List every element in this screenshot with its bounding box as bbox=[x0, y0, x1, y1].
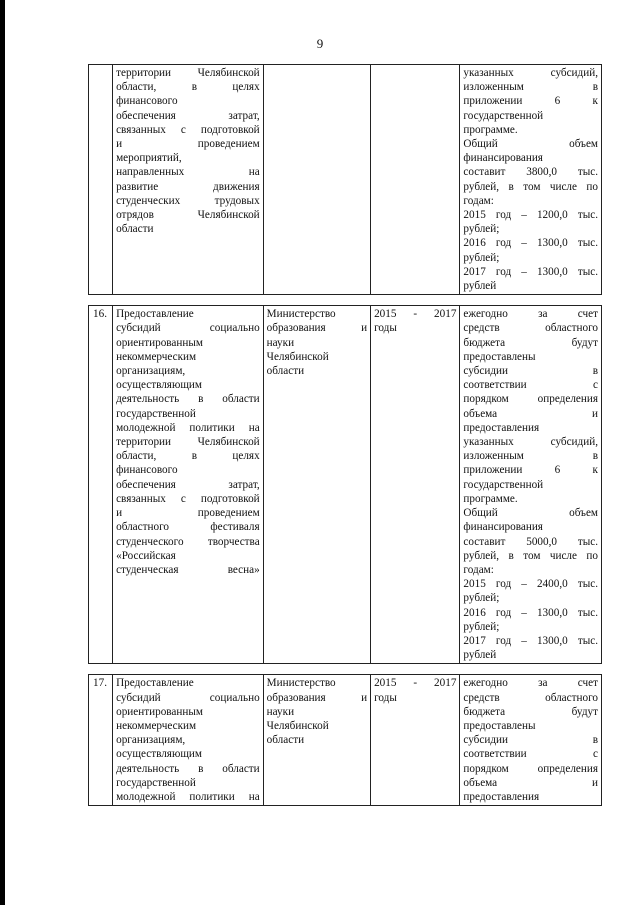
measure-name-line: субсидий социально bbox=[116, 322, 260, 335]
term-cell bbox=[371, 65, 460, 295]
table-row bbox=[89, 306, 602, 664]
expected-result-line: предоставления bbox=[463, 790, 540, 803]
term-suffix: годы bbox=[374, 322, 397, 335]
expected-result-cell bbox=[460, 675, 602, 806]
expected-result-line: 2017 год – 1300,0 тыс. bbox=[463, 265, 598, 278]
program-table-container bbox=[88, 64, 602, 806]
expected-result-line: составит 3800,0 тыс. bbox=[463, 166, 598, 179]
measure-name-line: некоммерческим bbox=[116, 350, 197, 363]
term-cell bbox=[371, 675, 460, 806]
expected-result-line: соответствии с bbox=[463, 379, 598, 392]
row-gap bbox=[89, 295, 602, 306]
expected-result-line: рублей; bbox=[463, 223, 500, 236]
executor-cell bbox=[263, 65, 370, 295]
executor-line: Челябинской bbox=[266, 350, 329, 363]
measure-name-line: государственной bbox=[116, 407, 196, 420]
expected-result-line: порядком определения bbox=[463, 762, 598, 775]
measure-name-line: и проведением bbox=[116, 507, 260, 520]
expected-result-line: приложении 6 к bbox=[463, 464, 598, 477]
measure-name-line: студенческих трудовых bbox=[116, 194, 260, 207]
term-from: 2015 bbox=[374, 677, 397, 690]
measure-name-line: и проведением bbox=[116, 138, 260, 151]
table-row bbox=[89, 65, 602, 295]
expected-result-line: изложенным в bbox=[463, 450, 598, 463]
measure-name-line: Предоставление bbox=[116, 677, 194, 690]
expected-result-line: предоставлены bbox=[463, 719, 536, 732]
measure-name-line: молодежной политики на bbox=[116, 421, 260, 434]
term-to: 2017 bbox=[434, 308, 457, 321]
expected-result-line: программе. bbox=[463, 492, 518, 505]
expected-result-line: годам: bbox=[463, 194, 494, 207]
program-table-body bbox=[89, 65, 602, 806]
measure-name-line: обеспечения затрат, bbox=[116, 478, 260, 491]
measure-name-line: области, в целях bbox=[116, 81, 260, 94]
executor-line: Министерство bbox=[266, 308, 336, 321]
measure-name-line: деятельность в области bbox=[116, 393, 260, 406]
measure-name-line: связанных с подготовкой bbox=[116, 123, 260, 136]
expected-result-line: субсидии в bbox=[463, 365, 598, 378]
expected-result-line: указанных субсидий, bbox=[463, 67, 598, 79]
measure-name-line: студенческого творчества bbox=[116, 535, 260, 548]
measure-name-line: финансового bbox=[116, 464, 178, 477]
expected-result-line: субсидии в bbox=[463, 734, 598, 747]
measure-name-line: области bbox=[116, 223, 154, 236]
expected-result-line: бюджета будут bbox=[463, 705, 598, 718]
term-suffix: годы bbox=[374, 691, 397, 704]
term-to: 2017 bbox=[434, 677, 457, 690]
term-range bbox=[374, 307, 456, 321]
expected-result-line: рублей; bbox=[463, 620, 500, 633]
measure-name-line: Предоставление bbox=[116, 308, 194, 321]
measure-name-line: финансового bbox=[116, 95, 178, 108]
measure-name-line: «Российская bbox=[116, 549, 176, 562]
scan-left-edge bbox=[0, 0, 5, 905]
row-gap-cell bbox=[89, 664, 602, 675]
expected-result-line: рублей bbox=[463, 649, 497, 662]
measure-name-cell bbox=[113, 65, 264, 295]
measure-name-line: территории Челябинской bbox=[116, 67, 260, 79]
measure-name-line: осуществляющим bbox=[116, 379, 202, 392]
expected-result-line: Общий объем bbox=[463, 507, 598, 520]
expected-result-line: ежегодно за счет bbox=[463, 677, 598, 690]
expected-result-line: финансирования bbox=[463, 152, 543, 165]
measure-name-line: отрядов Челябинской bbox=[116, 209, 260, 222]
table-row bbox=[89, 675, 602, 806]
expected-result-line: Общий объем bbox=[463, 138, 598, 151]
measure-name-line: направленных на bbox=[116, 166, 260, 179]
term-cell bbox=[371, 306, 460, 664]
term-from: 2015 bbox=[374, 308, 397, 321]
expected-result-line: порядком определения bbox=[463, 393, 598, 406]
expected-result-line: приложении 6 к bbox=[463, 95, 598, 108]
term-dash: - bbox=[413, 308, 418, 321]
expected-result-line: объема и bbox=[463, 776, 598, 789]
expected-result-line: предоставления bbox=[463, 421, 540, 434]
expected-result-line: объема и bbox=[463, 407, 598, 420]
expected-result-line: финансирования bbox=[463, 521, 543, 534]
term-range bbox=[374, 676, 456, 690]
measure-name-line: области, в целях bbox=[116, 450, 260, 463]
expected-result-line: изложенным в bbox=[463, 81, 598, 94]
expected-result-line: рублей; bbox=[463, 592, 500, 605]
expected-result-line: ежегодно за счет bbox=[463, 308, 598, 321]
expected-result-line: 2017 год – 1300,0 тыс. bbox=[463, 634, 598, 647]
expected-result-line: бюджета будут bbox=[463, 336, 598, 349]
row-number-cell: 17. bbox=[89, 675, 113, 806]
expected-result-line: программе. bbox=[463, 123, 518, 136]
expected-result-line: средств областного bbox=[463, 322, 598, 335]
expected-result-line: рублей, в том числе по bbox=[463, 180, 598, 193]
measure-name-line: ориентированным bbox=[116, 336, 203, 349]
executor-line: области bbox=[266, 365, 305, 378]
expected-result-line: средств областного bbox=[463, 691, 598, 704]
measure-name-line: организациям, bbox=[116, 365, 186, 378]
expected-result-line: соответствии с bbox=[463, 748, 598, 761]
measure-name-line: развитие движения bbox=[116, 180, 260, 193]
expected-result-line: рублей; bbox=[463, 251, 500, 264]
expected-result-line: 2015 год – 2400,0 тыс. bbox=[463, 578, 598, 591]
expected-result-line: 2015 год – 1200,0 тыс. bbox=[463, 209, 598, 222]
row-gap bbox=[89, 664, 602, 675]
executor-line: образования и bbox=[266, 691, 368, 704]
row-number-cell bbox=[89, 65, 113, 295]
term-dash: - bbox=[413, 677, 418, 690]
measure-name-line: связанных с подготовкой bbox=[116, 492, 260, 505]
expected-result-line: рублей, в том числе по bbox=[463, 549, 598, 562]
measure-name-line: территории Челябинской bbox=[116, 436, 260, 449]
measure-name-line: мероприятий, bbox=[116, 152, 182, 165]
measure-name-line: деятельность в области bbox=[116, 762, 260, 775]
executor-cell bbox=[263, 675, 370, 806]
expected-result-line: рублей bbox=[463, 280, 497, 293]
expected-result-cell bbox=[460, 65, 602, 295]
measure-name-cell bbox=[113, 675, 264, 806]
program-table bbox=[88, 64, 602, 806]
page-number: 9 bbox=[316, 36, 324, 51]
measure-name-line: субсидий социально bbox=[116, 691, 260, 704]
expected-result-line: 2016 год – 1300,0 тыс. bbox=[463, 237, 598, 250]
expected-result-line: предоставлены bbox=[463, 350, 536, 363]
executor-line: области bbox=[266, 734, 305, 747]
measure-name-line: некоммерческим bbox=[116, 719, 197, 732]
executor-cell bbox=[263, 306, 370, 664]
measure-name-line: организациям, bbox=[116, 734, 186, 747]
measure-name-line: осуществляющим bbox=[116, 748, 202, 761]
expected-result-line: государственной bbox=[463, 109, 544, 122]
measure-name-cell bbox=[113, 306, 264, 664]
measure-name-line: студенческая весна» bbox=[116, 563, 260, 576]
expected-result-line: годам: bbox=[463, 563, 494, 576]
executor-line: науки bbox=[266, 336, 295, 349]
expected-result-line: составит 5000,0 тыс. bbox=[463, 535, 598, 548]
expected-result-line: государственной bbox=[463, 478, 544, 491]
measure-name-line: областного фестиваля bbox=[116, 521, 260, 534]
expected-result-cell bbox=[460, 306, 602, 664]
measure-name-line: государственной bbox=[116, 776, 196, 789]
measure-name-line: молодежной политики на bbox=[116, 790, 260, 803]
row-number-cell: 16. bbox=[89, 306, 113, 664]
measure-name-line: ориентированным bbox=[116, 705, 203, 718]
row-gap-cell bbox=[89, 295, 602, 306]
expected-result-line: 2016 год – 1300,0 тыс. bbox=[463, 606, 598, 619]
expected-result-line: указанных субсидий, bbox=[463, 436, 598, 449]
executor-line: науки bbox=[266, 705, 295, 718]
executor-line: Министерство bbox=[266, 677, 336, 690]
measure-name-line: обеспечения затрат, bbox=[116, 109, 260, 122]
executor-line: Челябинской bbox=[266, 719, 329, 732]
executor-line: образования и bbox=[266, 322, 368, 335]
